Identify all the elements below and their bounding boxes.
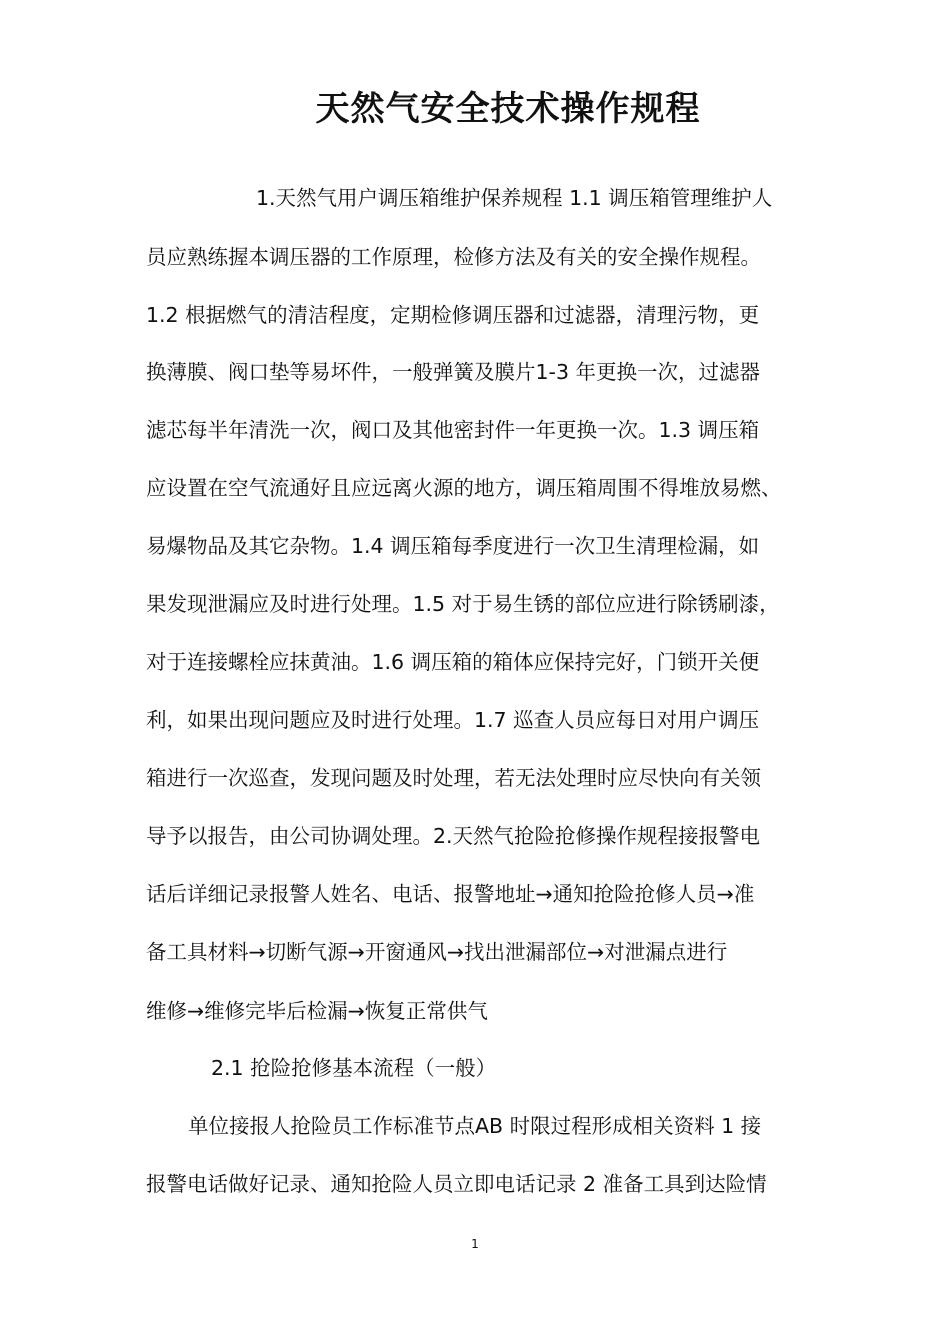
paragraph-line: 员应熟练握本调压器的工作原理，检修方法及有关的安全操作规程。 <box>146 245 761 269</box>
paragraph-line: 1.2 根据燃气的清洁程度，定期检修调压器和过滤器，清理污物，更 <box>146 303 760 327</box>
page-number: 1 <box>471 1237 479 1251</box>
paragraph-line: 滤芯每半年清洗一次，阀口及其他密封件一年更换一次。1.3 调压箱 <box>146 418 760 442</box>
paragraph-line: 维修→维修完毕后检漏→恢复正常供气 <box>146 999 488 1023</box>
paragraph-line: 导予以报告，由公司协调处理。2.天然气抢险抢修操作规程接报警电 <box>146 824 761 848</box>
paragraph-line: 换薄膜、阀口垫等易坏件，一般弹簧及膜片1-3 年更换一次，过滤器 <box>146 360 760 384</box>
paragraph-line: 备工具材料→切断气源→开窗通风→找出泄漏部位→对泄漏点进行 <box>146 940 728 964</box>
paragraph-line: 易爆物品及其它杂物。1.4 调压箱每季度进行一次卫生清理检漏，如 <box>146 534 760 558</box>
section-heading: 2.1 抢险抢修基本流程（一般） <box>211 1056 497 1080</box>
paragraph-line: 箱进行一次巡查，发现问题及时处理，若无法处理时应尽快向有关领 <box>146 766 761 790</box>
paragraph-line: 应设置在空气流通好且应远离火源的地方，调压箱周围不得堆放易燃、 <box>146 476 782 500</box>
paragraph-line: 报警电话做好记录、通知抢险人员立即电话记录 2 准备工具到达险情 <box>146 1172 767 1196</box>
paragraph-line: 果发现泄漏应及时进行处理。1.5 对于易生锈的部位应进行除锈刷漆， <box>146 592 780 616</box>
paragraph-line: 单位接报人抢险员工作标准节点AB 时限过程形成相关资料 1 接 <box>188 1114 762 1138</box>
paragraph-line: 1.天然气用户调压箱维护保养规程 1.1 调压箱管理维护人 <box>256 186 773 210</box>
paragraph-line: 话后详细记录报警人姓名、电话、报警地址→通知抢险抢修人员→准 <box>146 882 755 906</box>
paragraph-line: 对于连接螺栓应抹黄油。1.6 调压箱的箱体应保持完好，门锁开关便 <box>146 650 760 674</box>
paragraph-line: 利，如果出现问题应及时进行处理。1.7 巡查人员应每日对用户调压 <box>146 708 760 732</box>
document-title: 天然气安全技术操作规程 <box>315 89 701 129</box>
